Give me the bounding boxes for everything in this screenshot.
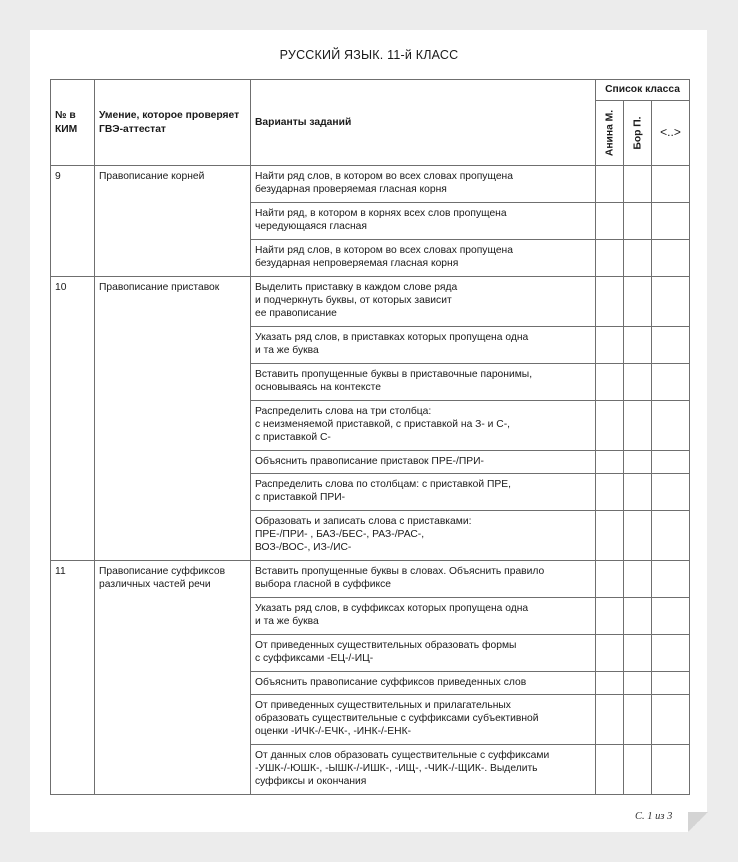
task-variant: Указать ряд слов, в суффиксах которых пропущена одна и та же буква <box>251 598 596 635</box>
header-skill: Умение, которое проверяет ГВЭ-аттестат <box>95 80 251 166</box>
page-title: РУССКИЙ ЯЗЫК. 11-й КЛАСС <box>279 48 459 62</box>
student-mark-cell[interactable] <box>596 745 624 795</box>
task-variant: Образовать и записать слова с приставками: ПРЕ-/ПРИ- , БАЗ-/БЕС-, РАЗ-/РАС-, ВОЗ-/ВОС-, ИЗ-/ИС- <box>251 511 596 561</box>
task-variant: Вставить пропущенные буквы в словах. Объяснить правило выбора гласной в суффиксе <box>251 561 596 598</box>
task-variant: От данных слов образовать существительные с суффиксами -УШК-/-ЮШК-, -ЫШК-/-ИШК-, -ИЩ-, -ЧИК-/-ЩИК-. Выделить суффиксы и окончания <box>251 745 596 795</box>
task-variant: Вставить пропущенные буквы в приставочные паронимы, основываясь на контексте <box>251 364 596 401</box>
student-mark-cell[interactable] <box>596 635 624 672</box>
task-variant: Объяснить правописание суффиксов приведенных слов <box>251 672 596 695</box>
task-variant: Выделить приставку в каждом слове ряда и подчеркнуть буквы, от которых зависит ее правописание <box>251 277 596 327</box>
student-mark-cell[interactable] <box>652 695 690 745</box>
student-mark-cell[interactable] <box>596 240 624 277</box>
student-mark-cell[interactable] <box>596 277 624 327</box>
student-mark-cell[interactable] <box>624 327 652 364</box>
page-curl <box>688 812 708 832</box>
student-mark-cell[interactable] <box>624 203 652 240</box>
row-number: 9 <box>51 166 95 277</box>
header-class-list: Список класса <box>596 80 690 101</box>
task-variant: Распределить слова по столбцам: с приставкой ПРЕ, с приставкой ПРИ- <box>251 474 596 511</box>
student-mark-cell[interactable] <box>624 695 652 745</box>
student-mark-cell[interactable] <box>652 277 690 327</box>
task-variant: Найти ряд слов, в котором во всех словах пропущена безударная непроверяемая гласная корня <box>251 240 596 277</box>
student-mark-cell[interactable] <box>624 166 652 203</box>
task-variant: Найти ряд слов, в котором во всех словах пропущена безударная проверяемая гласная корня <box>251 166 596 203</box>
student-mark-cell[interactable] <box>652 511 690 561</box>
page-counter: С. 1 из 3 <box>635 811 673 822</box>
row-number: 11 <box>51 561 95 795</box>
student-mark-cell[interactable] <box>652 401 690 451</box>
student-mark-cell[interactable] <box>652 166 690 203</box>
student-mark-cell[interactable] <box>596 203 624 240</box>
student-mark-cell[interactable] <box>652 474 690 511</box>
student-mark-cell[interactable] <box>596 327 624 364</box>
task-variant: От приведенных существительных образовать формы с суффиксами -ЕЦ-/-ИЦ- <box>251 635 596 672</box>
header-student-1: Анина М. <box>596 101 624 166</box>
table-row <box>51 277 690 327</box>
row-skill: Правописание суффиксов различных частей речи <box>95 561 251 795</box>
student-mark-cell[interactable] <box>624 672 652 695</box>
student-mark-cell[interactable] <box>652 240 690 277</box>
row-skill: Правописание приставок <box>95 277 251 561</box>
skills-table <box>50 79 690 795</box>
student-mark-cell[interactable] <box>596 451 624 474</box>
student-mark-cell[interactable] <box>652 745 690 795</box>
student-mark-cell[interactable] <box>624 364 652 401</box>
student-mark-cell[interactable] <box>652 561 690 598</box>
student-mark-cell[interactable] <box>596 511 624 561</box>
header-student-2: Бор П. <box>624 101 652 166</box>
student-mark-cell[interactable] <box>596 561 624 598</box>
student-mark-cell[interactable] <box>624 240 652 277</box>
student-mark-cell[interactable] <box>652 598 690 635</box>
header-num: № в КИМ <box>51 80 95 166</box>
student-mark-cell[interactable] <box>596 364 624 401</box>
student-mark-cell[interactable] <box>596 166 624 203</box>
student-mark-cell[interactable] <box>596 598 624 635</box>
task-variant: Указать ряд слов, в приставках которых пропущена одна и та же буква <box>251 327 596 364</box>
student-mark-cell[interactable] <box>596 672 624 695</box>
task-variant: Распределить слова на три столбца: с неизменяемой приставкой, с приставкой на З- и С-, с приставкой С- <box>251 401 596 451</box>
table-row <box>51 561 690 598</box>
student-mark-cell[interactable] <box>596 474 624 511</box>
row-number: 10 <box>51 277 95 561</box>
header-student-more: <..> <box>652 101 690 166</box>
task-variant: От приведенных существительных и прилагательных образовать существительные с суффиксами субъективной оценки -ИЧК-/-ЕЧК-, -ИНК-/-ЕНК- <box>251 695 596 745</box>
student-mark-cell[interactable] <box>652 327 690 364</box>
student-mark-cell[interactable] <box>624 511 652 561</box>
student-mark-cell[interactable] <box>624 635 652 672</box>
student-mark-cell[interactable] <box>652 635 690 672</box>
student-mark-cell[interactable] <box>624 401 652 451</box>
task-variant: Найти ряд, в котором в корнях всех слов пропущена чередующаяся гласная <box>251 203 596 240</box>
student-mark-cell[interactable] <box>624 474 652 511</box>
task-variant: Объяснить правописание приставок ПРЕ-/ПРИ- <box>251 451 596 474</box>
student-mark-cell[interactable] <box>652 672 690 695</box>
student-mark-cell[interactable] <box>652 451 690 474</box>
header-tasks: Варианты заданий <box>251 80 596 166</box>
student-mark-cell[interactable] <box>624 598 652 635</box>
student-mark-cell[interactable] <box>596 695 624 745</box>
student-mark-cell[interactable] <box>652 203 690 240</box>
row-skill: Правописание корней <box>95 166 251 277</box>
student-mark-cell[interactable] <box>624 561 652 598</box>
table-row <box>51 166 690 203</box>
student-mark-cell[interactable] <box>624 745 652 795</box>
student-mark-cell[interactable] <box>652 364 690 401</box>
student-mark-cell[interactable] <box>624 277 652 327</box>
student-mark-cell[interactable] <box>624 451 652 474</box>
student-mark-cell[interactable] <box>596 401 624 451</box>
